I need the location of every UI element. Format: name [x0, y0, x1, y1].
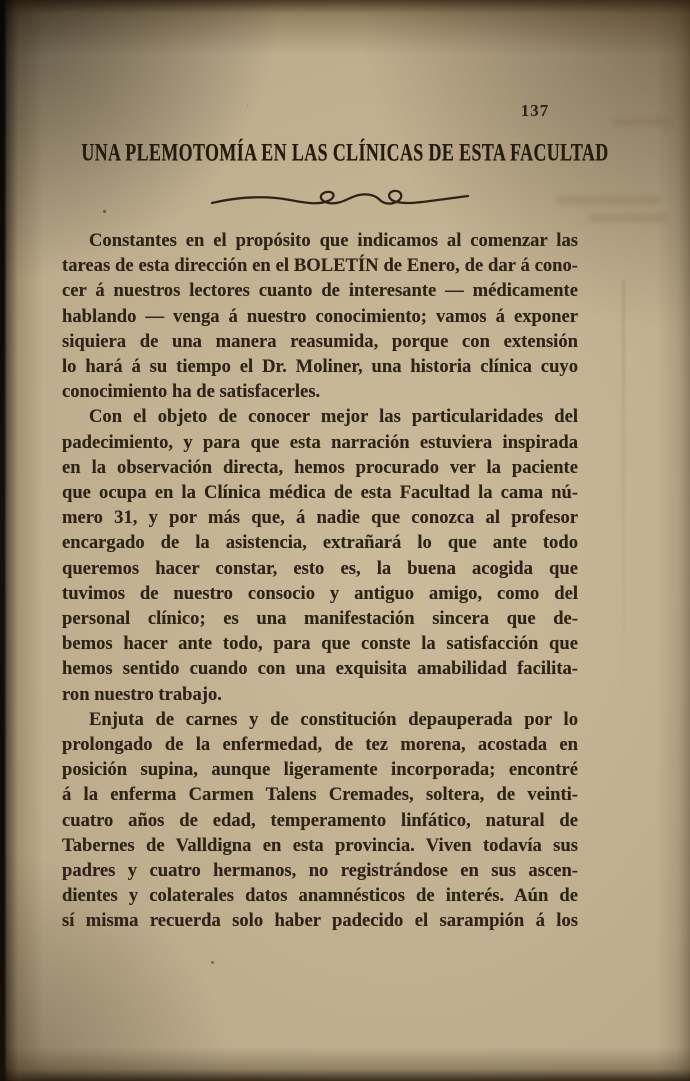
article-title: UNA PLEMOTOMÍA EN LAS CLÍNICAS DE ESTA FACULTAD — [81, 138, 609, 166]
article-title-row — [0, 140, 690, 166]
text-line: hablando — venga á nuestro conocimiento; vamos á exponer — [62, 305, 578, 327]
text-line: cer á nuestros lectores cuanto de interesante — médicamente — [62, 280, 578, 302]
text-line: queremos hacer constar, esto es, la buena acogida que — [62, 557, 578, 579]
text-line: Constantes en el propósito que indicamos al comenzar las — [89, 230, 578, 251]
text-line: hemos sentido cuando con una exquisita amabilidad facilita- — [62, 658, 578, 680]
text-line: lo hará á su tiempo el Dr. Moliner, una historia clínica cuyo — [62, 356, 578, 378]
text-line: prolongado de la enfermedad, de tez morena, acostada en — [62, 734, 578, 756]
text-line: encargado de la asistencia, extrañará lo que ante todo — [62, 532, 578, 554]
text-line: mero 31, y por más que, á nadie que conozca al profesor — [62, 507, 578, 529]
show-through-smudge — [612, 118, 672, 126]
text-line: á la enferma Carmen Talens Cremades, soltera, de veinti- — [62, 784, 578, 806]
text-line: padecimiento, y para que esta narración estuviera inspirada — [62, 431, 578, 453]
show-through-smudge — [588, 214, 668, 222]
text-line: Enjuta de carnes y de constitución depauperada por lo — [89, 708, 578, 730]
text-line: padres y cuatro hermanos, no registrándose en sus ascen- — [62, 860, 578, 882]
text-line: sí misma recuerda solo haber padecido el sarampión á los — [62, 910, 578, 932]
body-text — [62, 228, 578, 934]
text-line: siquiera de una manera reasumida, porque con extensión — [62, 330, 578, 352]
flourish-divider-icon — [208, 186, 472, 214]
show-through-smudge — [556, 196, 660, 205]
text-line: ron nuestro trabajo. — [62, 683, 222, 705]
text-line: posición supina, aunque ligeramente incorporada; encontré — [62, 759, 578, 781]
text-line: cuatro años de edad, temperamento linfático, natural de — [62, 809, 578, 831]
text-line: en la observación directa, hemos procurado ver la paciente — [62, 456, 578, 478]
text-line: que ocupa en la Clínica médica de esta Facultad la cama nú- — [62, 482, 578, 504]
text-line: Con el objeto de conocer mejor las particularidades del — [89, 406, 578, 428]
text-line: tuvimos de nuestro consocio y antiguo amigo, como del — [62, 582, 578, 604]
text-line: Tabernes de Valldigna en esta provincia. Viven todavía sus — [62, 834, 578, 856]
page-number: 137 — [520, 101, 550, 120]
text-line: dientes y colaterales datos anamnésticos de interés. Aún de — [62, 885, 578, 907]
text-line: bemos hacer ante todo, para que conste la satisfacción que — [62, 633, 578, 655]
dust-speck — [103, 210, 106, 213]
paper-crease — [622, 280, 625, 720]
text-line: personal clínico; es una manifestación sincera que de- — [62, 608, 578, 630]
text-line: tareas de esta dirección en el BOLETÍN de Enero, de dar á cono- — [62, 255, 578, 277]
text-line: conocimiento ha de satisfacerles. — [62, 381, 321, 403]
